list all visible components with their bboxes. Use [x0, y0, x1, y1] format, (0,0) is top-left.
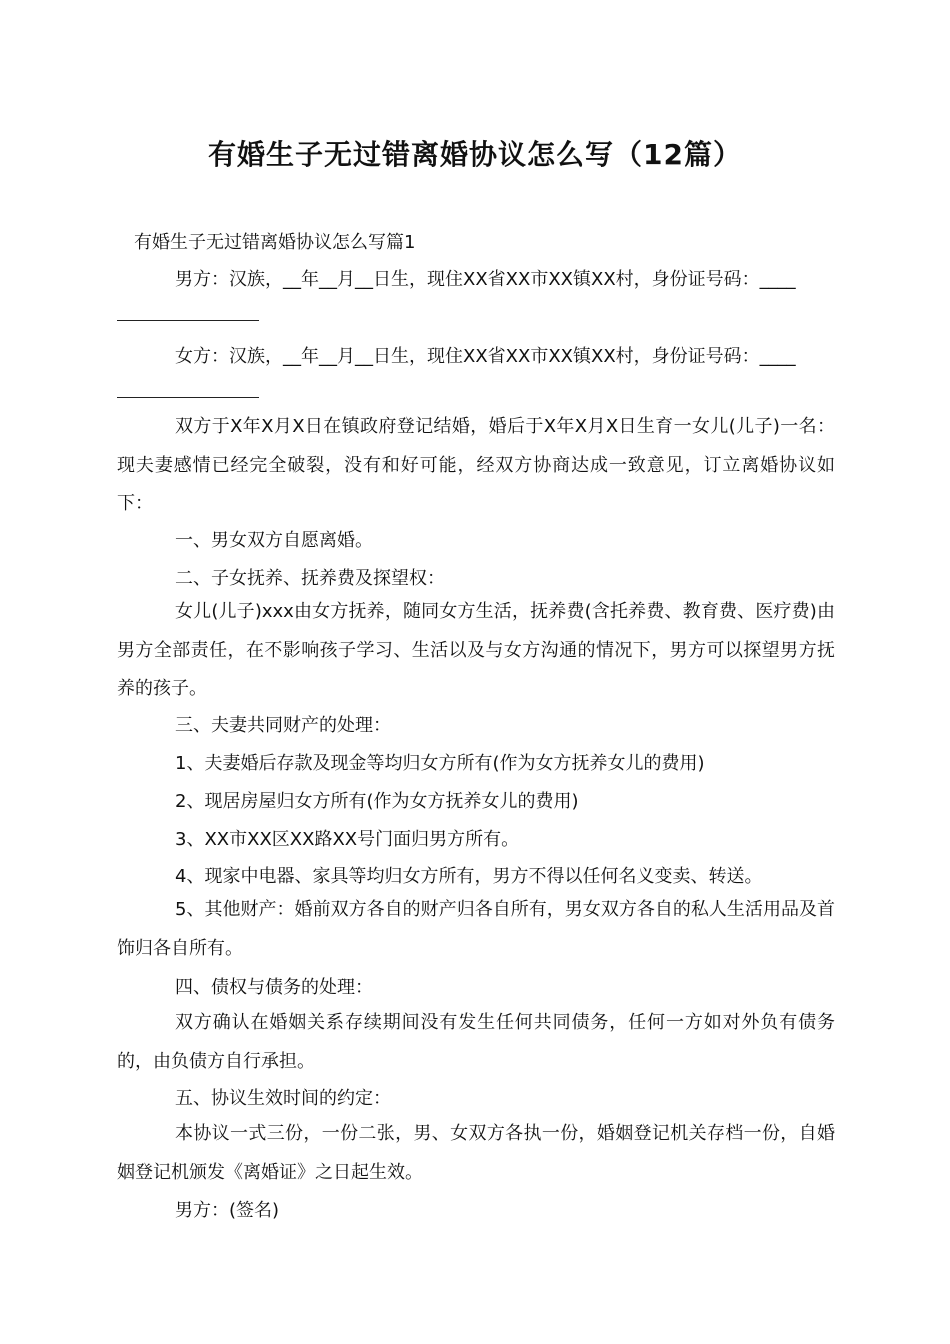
document-title: 有婚生子无过错离婚协议怎么写（12篇） — [208, 138, 742, 171]
clause-1: 一、男女双方自愿离婚。 — [175, 530, 373, 551]
clause-3-heading: 三、夫妻共同财产的处理： — [175, 715, 391, 736]
clause-5-heading: 五、协议生效时间的约定： — [175, 1088, 391, 1109]
male-party-line: 男方：汉族，__年__月__日生，现住XX省XX市XX镇XX村，身份证号码：____ — [175, 269, 796, 290]
clause-3-item-1: 1、夫妻婚后存款及现金等均归女方所有(作为女方抚养女儿的费用) — [175, 753, 705, 774]
intro-paragraph: 双方于X年X月X日在镇政府登记结婚，婚后于X年X月X日生育一女儿(儿子)一名：现夫妻感情已经完全破裂，没有和好可能，经双方协商达成一致意见，订立离婚协议如下： — [117, 416, 835, 514]
clause-3-item-4: 4、现家中电器、家具等均归女方所有，男方不得以任何名义变卖、转送。 — [175, 866, 763, 887]
clause-5-body: 本协议一式三份，一份二张，男、女双方各执一份，婚姻登记机关存档一份，自婚姻登记机颁发《离婚证》之日起生效。 — [117, 1123, 835, 1183]
female-party-line: 女方：汉族，__年__月__日生，现住XX省XX市XX镇XX村，身份证号码：____ — [175, 346, 796, 367]
clause-2-body: 女儿(儿子)xxx由女方抚养，随同女方生活，抚养费(含托养费、教育费、医疗费)由男方全部责任，在不影响孩子学习、生活以及与女方沟通的情况下，男方可以探望男方抚养的孩子。 — [117, 601, 835, 699]
male-signature-line: 男方：(签名) — [175, 1200, 280, 1221]
clause-4-body: 双方确认在婚姻关系存续期间没有发生任何共同债务，任何一方如对外负有债务的，由负债方自行承担。 — [117, 1012, 835, 1072]
clause-2-heading: 二、子女抚养、抚养费及探望权： — [175, 568, 445, 589]
clause-3-item-3: 3、XX市XX区XX路XX号门面归男方所有。 — [175, 829, 520, 850]
id-number-underline — [117, 320, 259, 321]
section-subtitle: 有婚生子无过错离婚协议怎么写篇1 — [134, 232, 416, 253]
clause-3-item-2: 2、现居房屋归女方所有(作为女方抚养女儿的费用) — [175, 791, 579, 812]
clause-4-heading: 四、债权与债务的处理： — [175, 977, 373, 998]
clause-3-item-5: 5、其他财产：婚前双方各自的财产归各自所有，男女双方各自的私人生活用品及首饰归各自所有。 — [117, 899, 835, 959]
id-number-underline — [117, 397, 259, 398]
